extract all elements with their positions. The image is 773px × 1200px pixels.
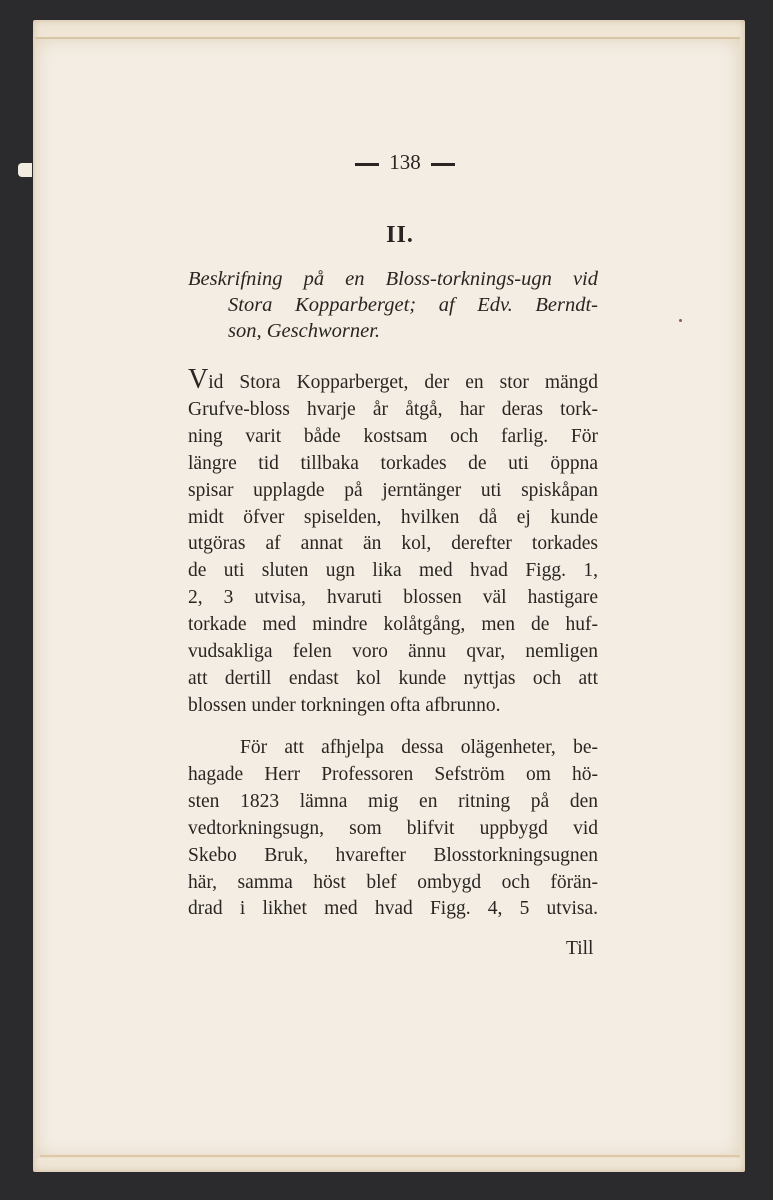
text-line: torkade med mindre kolåtgång, men de huf-	[188, 614, 598, 636]
dash-right	[431, 163, 455, 166]
text-line: För att afhjelpa dessa olägenheter, be-	[240, 737, 598, 758]
text-line: Grufve-bloss hvarje år åtgå, har deras tork-	[188, 398, 598, 420]
text-line: hagade Herr Professoren Sefström om hö-	[188, 763, 598, 785]
text-line: Skebo Bruk, hvarefter Blosstorkningsugnen	[188, 844, 598, 866]
article-title	[188, 266, 598, 344]
paragraph-1	[188, 364, 598, 720]
text-line: midt öfver spiselden, hvilken då ej kunde	[188, 506, 598, 528]
text-line: utgöras af annat än kol, derefter torkades	[188, 533, 598, 555]
paper-tab	[18, 163, 32, 177]
page-bottom-edge	[40, 1155, 740, 1157]
page-number	[340, 150, 470, 175]
text-line: 2, 3 utvisa, hvaruti blossen väl hastigare	[188, 587, 598, 609]
page-top-edge	[35, 37, 740, 39]
text-line: längre tid tillbaka torkades de uti öppna	[188, 452, 598, 474]
text-line: sten 1823 lämna mig en ritning på den	[188, 790, 598, 812]
section-numeral: II.	[386, 222, 414, 248]
text-line: drad i likhet med hvad Figg. 4, 5 utvisa.	[188, 898, 598, 920]
text-line: spisar upplagde på jerntänger uti spiskåpan	[188, 479, 598, 501]
title-line: son, Geschworner.	[228, 320, 381, 342]
text-line: blossen under torkningen ofta afbrunno.	[188, 694, 501, 716]
drop-cap: V	[188, 364, 209, 395]
catchword: Till	[566, 938, 594, 959]
text-line: Vid Stora Kopparberget, der en stor mängd	[188, 364, 598, 395]
text-line: vedtorkningsugn, som blifvit uppbygd vid	[188, 817, 598, 839]
paragraph-2	[188, 735, 598, 923]
dash-left	[355, 163, 379, 166]
text-line: de uti sluten ugn lika med hvad Figg. 1,	[188, 560, 598, 582]
ink-spot	[679, 319, 682, 322]
text-line: att dertill endast kol kunde nyttjas och att	[188, 667, 598, 689]
text-line: vudsakliga felen voro ännu qvar, nemligen	[188, 641, 598, 663]
title-line: Stora Kopparberget; af Edv. Berndt-	[228, 294, 598, 316]
text-line: ning varit både kostsam och farlig. För	[188, 425, 598, 447]
page-number-text: 138	[389, 150, 421, 174]
text-line: här, samma höst blef ombygd och förän-	[188, 871, 598, 893]
title-line: Beskrifning på en Bloss-torknings-ugn vid	[188, 268, 598, 290]
